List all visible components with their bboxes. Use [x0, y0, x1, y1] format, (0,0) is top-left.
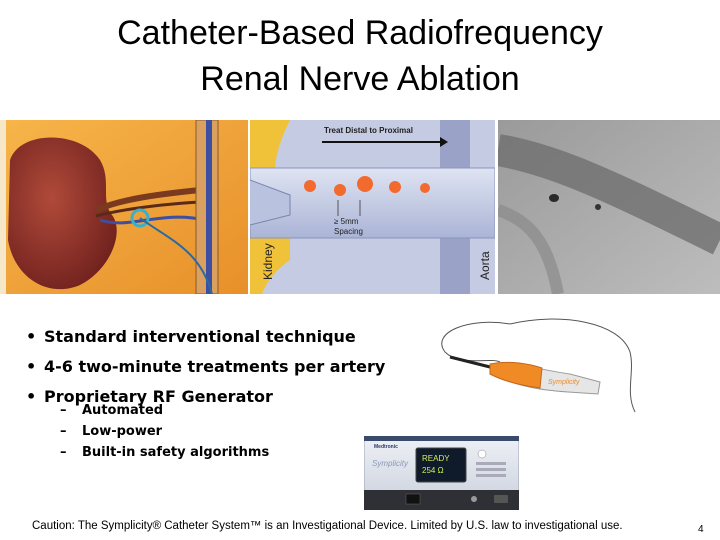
- arrow-label: Treat Distal to Proximal: [324, 126, 413, 135]
- angiogram-image: [498, 120, 720, 294]
- slide-title: [40, 10, 680, 102]
- spacing-label-1: ≥ 5mm: [334, 217, 359, 226]
- kidney-illustration: [0, 120, 248, 294]
- generator-screen-line-2: 254 Ω: [422, 466, 444, 475]
- sub-bullet-item: – Built-in safety algorithms: [60, 444, 269, 465]
- kidney-anatomy-panel: [0, 120, 248, 294]
- kidney-label: Kidney: [261, 243, 275, 280]
- bullet-item: • Proprietary RF Generator: [22, 386, 385, 416]
- sub-bullet-list: [60, 402, 269, 465]
- spacing-label-2: Spacing: [334, 227, 363, 236]
- bullet-item: • Standard interventional technique: [22, 326, 385, 356]
- generator-screen-line-1: READY: [422, 454, 450, 463]
- title-line-2: Renal Nerve Ablation: [200, 60, 520, 98]
- generator-product: Symplicity: [372, 459, 409, 468]
- page-number: 4: [698, 524, 704, 535]
- title-line-1: Catheter-Based Radiofrequency: [117, 14, 603, 52]
- sub-bullet-item: – Automated: [60, 402, 269, 423]
- vessel-illustration: [250, 120, 495, 294]
- catheter-brand: Symplicity: [548, 379, 580, 386]
- aorta-label: Aorta: [478, 251, 492, 280]
- generator-brand: Medtronic: [374, 444, 398, 450]
- treatment-illustration-panel: [250, 120, 495, 294]
- angiogram-panel: [498, 120, 720, 294]
- sub-bullet-item: – Low-power: [60, 423, 269, 444]
- rf-generator-image: [364, 436, 519, 510]
- bullet-item: • 4-6 two-minute treatments per artery: [22, 356, 385, 386]
- caution-footer: Caution: The Symplicity® Catheter System™ is an Investigational Device. Limited by U.S. law to investigational use.: [32, 520, 623, 532]
- catheter-device-image: [430, 312, 670, 422]
